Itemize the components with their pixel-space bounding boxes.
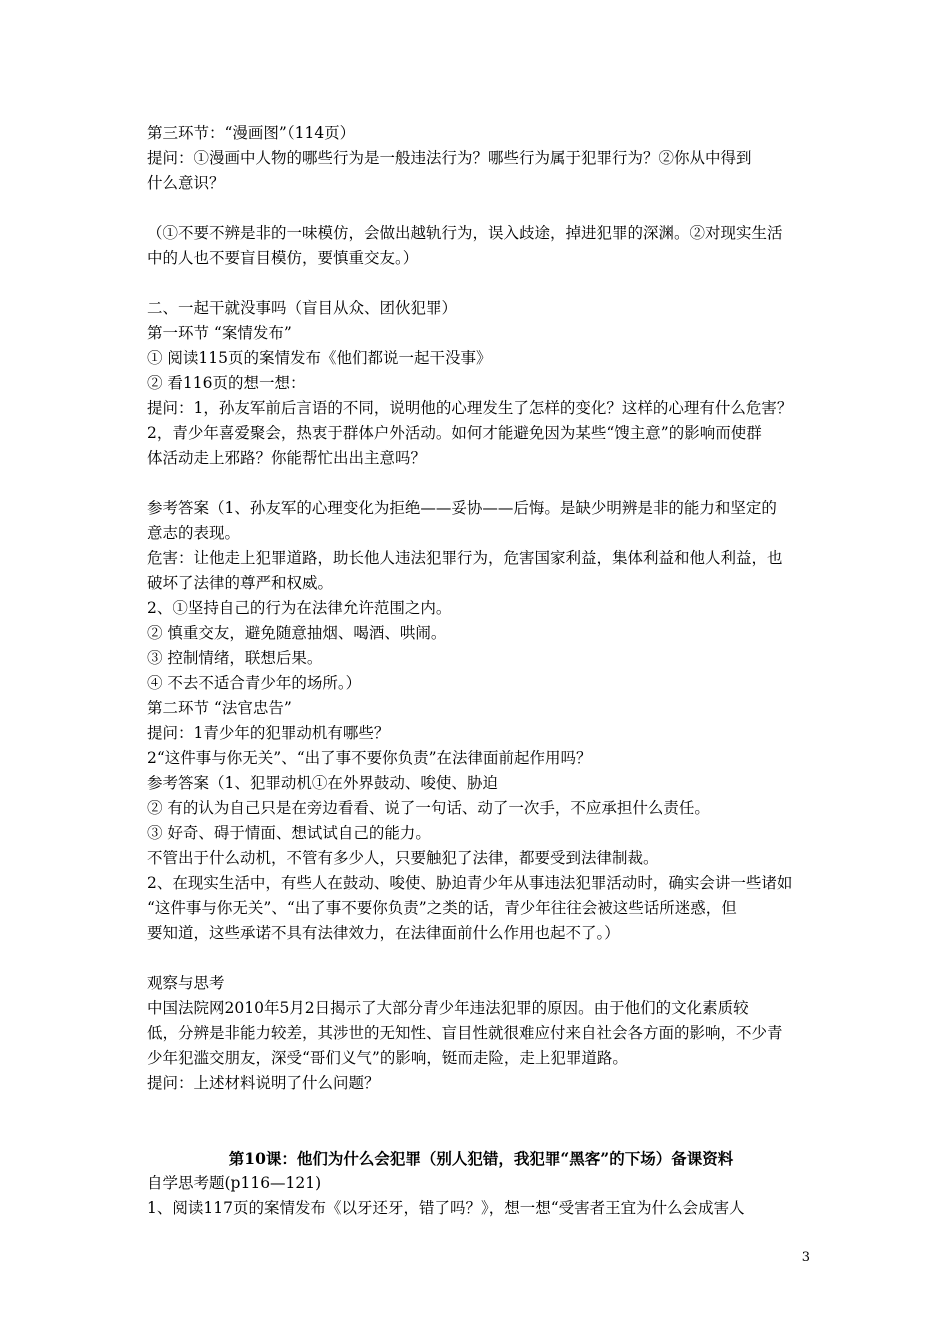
text-line: 提问：上述材料说明了什么问题？ bbox=[147, 1074, 380, 1092]
text-line: 第二环节 “法官忠告” bbox=[147, 699, 292, 717]
blank-line bbox=[147, 471, 815, 496]
text-line: 提问：1，孙友军前后言语的不同，说明他的心理发生了怎样的变化？这样的心理有什么危害？ bbox=[147, 399, 793, 417]
text-line: 要知道，这些承诺不具有法律效力，在法律面前什么作用也起不了。） bbox=[147, 924, 620, 942]
text-line: 第三环节：“漫画图”（114页） bbox=[147, 124, 356, 142]
text-line: 观察与思考 bbox=[147, 974, 225, 992]
text-line: 2、在现实生活中，有些人在鼓动、唆使、胁迫青少年从事违法犯罪活动时，确实会讲一些诸如 bbox=[147, 874, 793, 892]
text-line: 破坏了法律的尊严和权威。 bbox=[147, 574, 334, 592]
text-line: 意志的表现。 bbox=[147, 524, 241, 542]
blank-line bbox=[147, 1121, 815, 1146]
text-line: ④ 不去不适合青少年的场所。） bbox=[147, 674, 362, 692]
document-body bbox=[147, 121, 815, 1221]
text-line: （①不要不辨是非的一味模仿，会做出越轨行为，误入歧途，掉进犯罪的深渊。②对现实生活 bbox=[147, 224, 783, 242]
text-line: 低，分辨是非能力较差，其涉世的无知性、盲目性就很难应付来自社会各方面的影响，不少青 bbox=[147, 1024, 783, 1042]
text-line: 自学思考题(p116—121) bbox=[147, 1174, 322, 1192]
text-line: ③ 好奇、碍于情面、想试试自己的能力。 bbox=[147, 824, 431, 842]
text-line: 提问：1青少年的犯罪动机有哪些？ bbox=[147, 724, 390, 742]
text-line: 2、①坚持自己的行为在法律允许范围之内。 bbox=[147, 599, 452, 617]
blank-line bbox=[147, 271, 815, 296]
text-line: 二、一起干就没事吗（盲目从众、团伙犯罪） bbox=[147, 299, 458, 317]
text-line: 中的人也不要盲目模仿，要慎重交友。） bbox=[147, 249, 419, 267]
text-line: 什么意识？ bbox=[147, 174, 225, 192]
text-line: 1、阅读117页的案情发布《以牙还牙，错了吗？》，想一想“受害者王宜为什么会成害人 bbox=[147, 1199, 745, 1217]
text-line: 少年犯滥交朋友，深受“哥们义气”的影响，铤而走险，走上犯罪道路。 bbox=[147, 1049, 628, 1067]
blank-line bbox=[147, 946, 815, 971]
text-line: ① 阅读115页的案情发布《他们都说一起干没事》 bbox=[147, 349, 492, 367]
text-line: 体活动走上邪路？你能帮忙出出主意吗？ bbox=[147, 449, 427, 467]
blank-line bbox=[147, 196, 815, 221]
text-line: 2，青少年喜爱聚会，热衷于群体户外活动。如何才能避免因为某些“馊主意”的影响而使群 bbox=[147, 424, 762, 442]
text-line: 危害：让他走上犯罪道路，助长他人违法犯罪行为，危害国家利益，集体利益和他人利益，也 bbox=[147, 549, 783, 567]
text-line: 不管出于什么动机，不管有多少人，只要触犯了法律，都要受到法律制裁。 bbox=[147, 849, 659, 867]
text-line: “这件事与你无关”、“出了事不要你负责”之类的话，青少年往往会被这些话所迷惑，但 bbox=[147, 899, 737, 917]
text-line: 第一环节 “案情发布” bbox=[147, 324, 292, 342]
page-number: 3 bbox=[801, 1250, 810, 1265]
text-line: ② 慎重交友，避免随意抽烟、喝酒、哄闹。 bbox=[147, 624, 447, 642]
text-line: 提问：①漫画中人物的哪些行为是一般违法行为？哪些行为属于犯罪行为？②你从中得到 bbox=[147, 149, 752, 167]
text-line: ③ 控制情绪，联想后果。 bbox=[147, 649, 323, 667]
text-line: ② 看116页的想一想： bbox=[147, 374, 306, 392]
text-line: ② 有的认为自己只是在旁边看看、说了一句话、动了一次手，不应承担什么责任。 bbox=[147, 799, 710, 817]
lesson-title: 第10课：他们为什么会犯罪（别人犯错，我犯罪“黑客”的下场）备课资料 bbox=[228, 1149, 734, 1168]
text-line: 参考答案（1、孙友军的心理变化为拒绝——妥协——后悔。是缺少明辨是非的能力和坚定的 bbox=[147, 499, 777, 517]
text-line: 中国法院网2010年5月2日揭示了大部分青少年违法犯罪的原因。由于他们的文化素质较 bbox=[147, 999, 749, 1017]
text-line: 参考答案（1、犯罪动机①在外界鼓动、唆使、胁迫 bbox=[147, 774, 498, 792]
text-line: 2“这件事与你无关”、“出了事不要你负责”在法律面前起作用吗？ bbox=[147, 749, 592, 767]
blank-line bbox=[147, 1096, 815, 1121]
